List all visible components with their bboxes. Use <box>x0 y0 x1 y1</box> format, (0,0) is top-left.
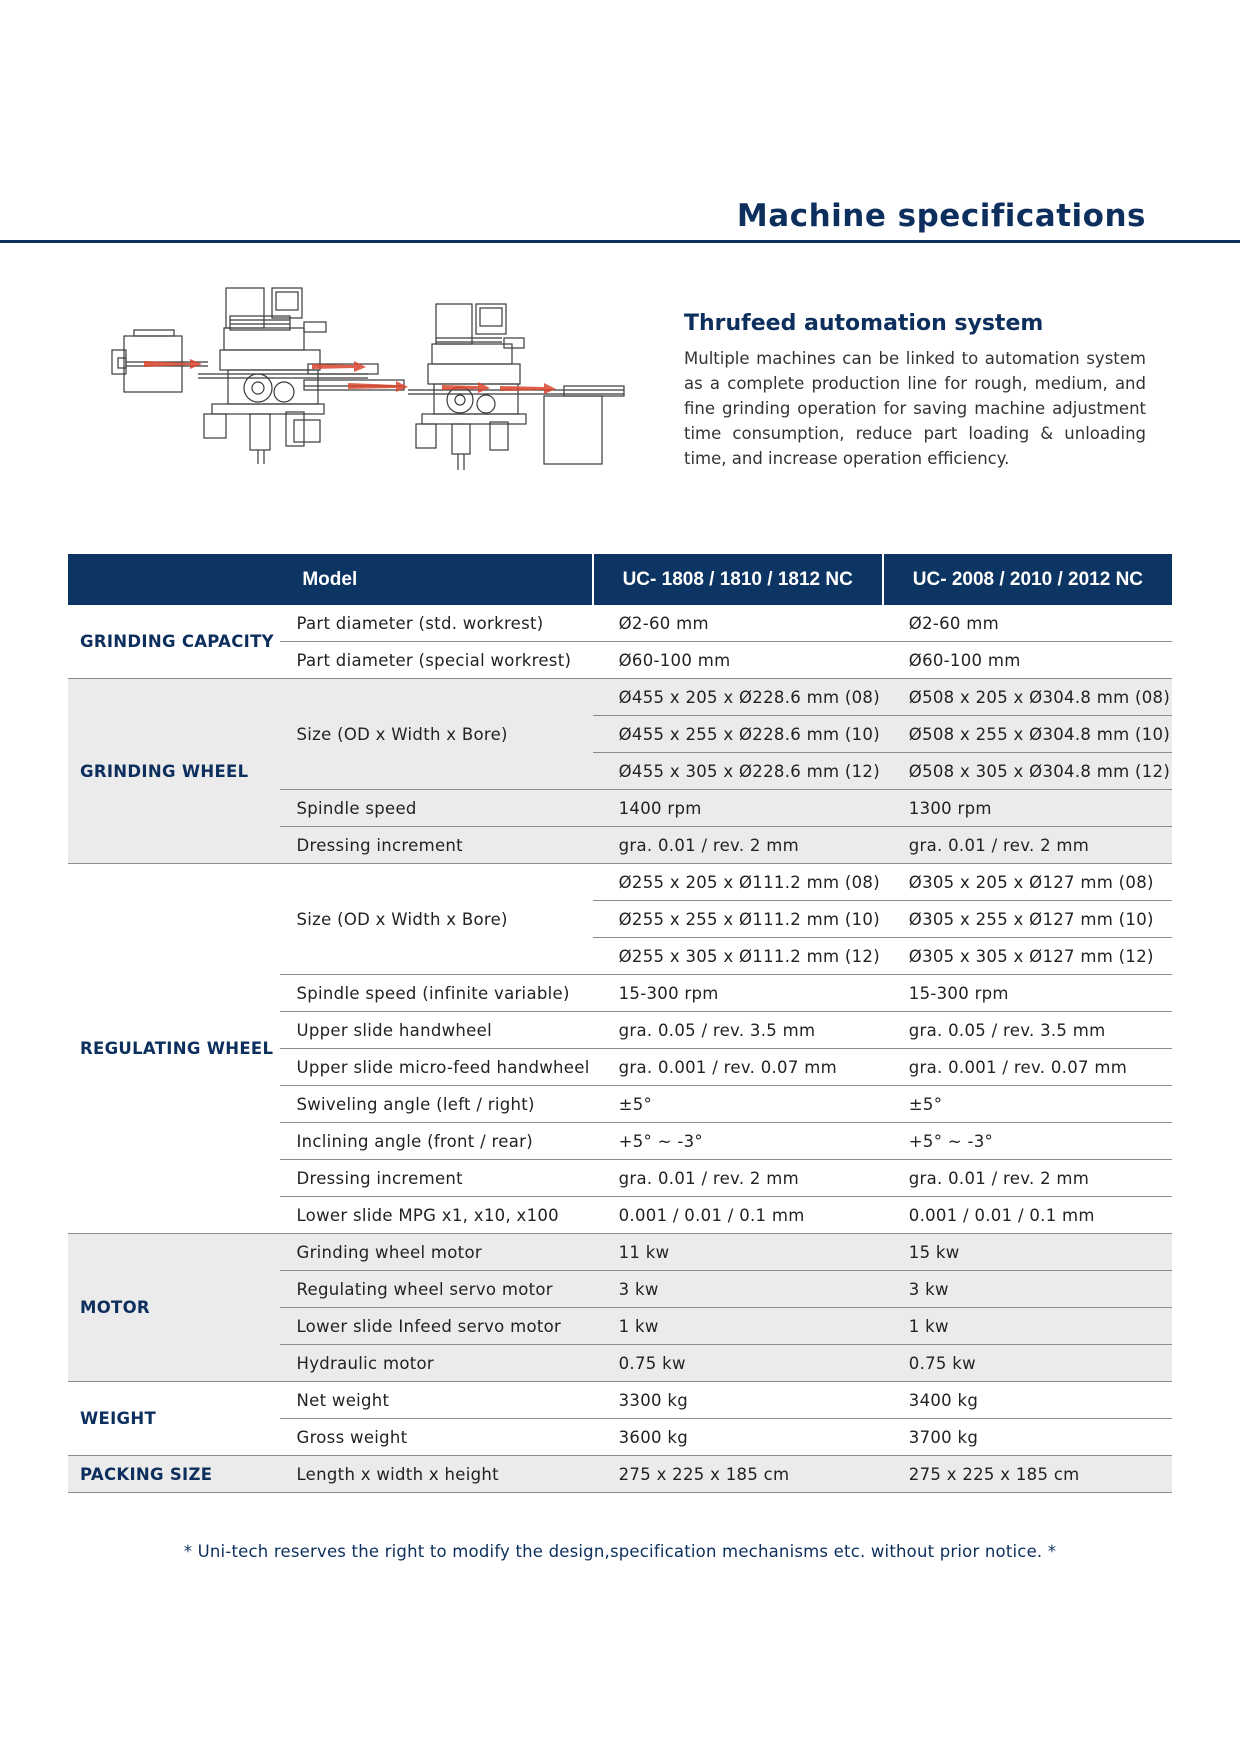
value-col2: 275 x 225 x 185 cm <box>883 1456 1172 1493</box>
value-col2: 1 kw <box>883 1308 1172 1345</box>
table-row <box>68 1456 1172 1493</box>
value-col2: Ø508 x 305 x Ø304.8 mm (12) <box>883 753 1172 790</box>
value-col2: 3400 kg <box>883 1382 1172 1419</box>
value-col1: gra. 0.001 / rev. 0.07 mm <box>593 1049 883 1086</box>
value-col1: Ø455 x 305 x Ø228.6 mm (12) <box>593 753 883 790</box>
value-col1: Ø255 x 255 x Ø111.2 mm (10) <box>593 901 883 938</box>
value-col1: gra. 0.01 / rev. 2 mm <box>593 827 883 864</box>
category-packing-size: PACKING SIZE <box>68 1456 280 1493</box>
value-col1: 0.001 / 0.01 / 0.1 mm <box>593 1197 883 1234</box>
param-label: Hydraulic motor <box>280 1345 592 1382</box>
param-label: Part diameter (std. workrest) <box>280 605 592 642</box>
feature-title: Thrufeed automation system <box>684 311 1044 336</box>
value-col2: gra. 0.05 / rev. 3.5 mm <box>883 1012 1172 1049</box>
value-col1: 1 kw <box>593 1308 883 1345</box>
value-col2: Ø2-60 mm <box>883 605 1172 642</box>
param-label: Grinding wheel motor <box>280 1234 592 1271</box>
param-label: Regulating wheel servo motor <box>280 1271 592 1308</box>
value-col1: +5° ~ -3° <box>593 1123 883 1160</box>
param-label: Dressing increment <box>280 1160 592 1197</box>
value-col1: Ø455 x 205 x Ø228.6 mm (08) <box>593 679 883 716</box>
param-label: Part diameter (special workrest) <box>280 642 592 679</box>
header-model-uc18: UC- 1808 / 1810 / 1812 NC <box>593 554 883 605</box>
param-label: Gross weight <box>280 1419 592 1456</box>
category-regulating-wheel: REGULATING WHEEL <box>68 864 280 1234</box>
machine-1 <box>198 288 378 464</box>
param-label: Length x width x height <box>280 1456 592 1493</box>
param-label: Net weight <box>280 1382 592 1419</box>
value-col1: 3600 kg <box>593 1419 883 1456</box>
value-col2: gra. 0.01 / rev. 2 mm <box>883 1160 1172 1197</box>
feature-description: Multiple machines can be linked to automation system as a complete production line for rough, medium, and fine grinding operation for saving machine adjustment time consumption, reduce part loading & unloading time, and increase operation efficiency. <box>684 349 1146 468</box>
header-model-uc20: UC- 2008 / 2010 / 2012 NC <box>883 554 1172 605</box>
value-col2: 15-300 rpm <box>883 975 1172 1012</box>
value-col1: Ø455 x 255 x Ø228.6 mm (10) <box>593 716 883 753</box>
value-col2: Ø305 x 305 x Ø127 mm (12) <box>883 938 1172 975</box>
table-row <box>68 605 1172 642</box>
value-col2: 0.75 kw <box>883 1345 1172 1382</box>
value-col2: gra. 0.01 / rev. 2 mm <box>883 827 1172 864</box>
unload-bin <box>544 396 602 464</box>
value-col2: 3 kw <box>883 1271 1172 1308</box>
param-label: Spindle speed (infinite variable) <box>280 975 592 1012</box>
param-label: Lower slide MPG x1, x10, x100 <box>280 1197 592 1234</box>
title-divider <box>0 240 1240 243</box>
param-label: Swiveling angle (left / right) <box>280 1086 592 1123</box>
value-col2: ±5° <box>883 1086 1172 1123</box>
value-col2: 3700 kg <box>883 1419 1172 1456</box>
param-label: Upper slide micro-feed handwheel <box>280 1049 592 1086</box>
value-col1: 15-300 rpm <box>593 975 883 1012</box>
value-col1: Ø60-100 mm <box>593 642 883 679</box>
param-label: Dressing increment <box>280 827 592 864</box>
value-col2: Ø508 x 255 x Ø304.8 mm (10) <box>883 716 1172 753</box>
table-row <box>68 679 1172 716</box>
footnote: * Uni-tech reserves the right to modify the design,specification mechanisms etc. without prior notice. * <box>183 1542 1057 1561</box>
value-col1: ±5° <box>593 1086 883 1123</box>
category-grinding-capacity: GRINDING CAPACITY <box>68 605 280 679</box>
category-weight: WEIGHT <box>68 1382 280 1456</box>
param-label: Size (OD x Width x Bore) <box>280 864 592 975</box>
param-label: Spindle speed <box>280 790 592 827</box>
value-col1: gra. 0.01 / rev. 2 mm <box>593 1160 883 1197</box>
value-col1: 1400 rpm <box>593 790 883 827</box>
param-label: Upper slide handwheel <box>280 1012 592 1049</box>
thrufeed-line-illustration <box>108 280 628 490</box>
category-motor: MOTOR <box>68 1234 280 1382</box>
value-col1: 275 x 225 x 185 cm <box>593 1456 883 1493</box>
param-label: Inclining angle (front / rear) <box>280 1123 592 1160</box>
value-col1: 11 kw <box>593 1234 883 1271</box>
value-col1: Ø255 x 305 x Ø111.2 mm (12) <box>593 938 883 975</box>
value-col2: Ø305 x 205 x Ø127 mm (08) <box>883 864 1172 901</box>
table-row <box>68 864 1172 901</box>
category-grinding-wheel: GRINDING WHEEL <box>68 679 280 864</box>
value-col1: Ø255 x 205 x Ø111.2 mm (08) <box>593 864 883 901</box>
value-col2: Ø508 x 205 x Ø304.8 mm (08) <box>883 679 1172 716</box>
value-col1: 3300 kg <box>593 1382 883 1419</box>
value-col1: gra. 0.05 / rev. 3.5 mm <box>593 1012 883 1049</box>
value-col2: 0.001 / 0.01 / 0.1 mm <box>883 1197 1172 1234</box>
value-col1: Ø2-60 mm <box>593 605 883 642</box>
value-col2: 15 kw <box>883 1234 1172 1271</box>
header-model: Model <box>68 554 593 605</box>
value-col1: 0.75 kw <box>593 1345 883 1382</box>
table-header-row <box>68 554 1172 605</box>
table-row <box>68 1382 1172 1419</box>
value-col2: +5° ~ -3° <box>883 1123 1172 1160</box>
page-title: Machine specifications <box>736 198 1146 234</box>
table-row <box>68 1234 1172 1271</box>
value-col2: Ø60-100 mm <box>883 642 1172 679</box>
param-label: Lower slide Infeed servo motor <box>280 1308 592 1345</box>
value-col2: 1300 rpm <box>883 790 1172 827</box>
value-col2: Ø305 x 255 x Ø127 mm (10) <box>883 901 1172 938</box>
param-label: Size (OD x Width x Bore) <box>280 679 592 790</box>
value-col2: gra. 0.001 / rev. 0.07 mm <box>883 1049 1172 1086</box>
specifications-table <box>68 554 1172 1493</box>
value-col1: 3 kw <box>593 1271 883 1308</box>
